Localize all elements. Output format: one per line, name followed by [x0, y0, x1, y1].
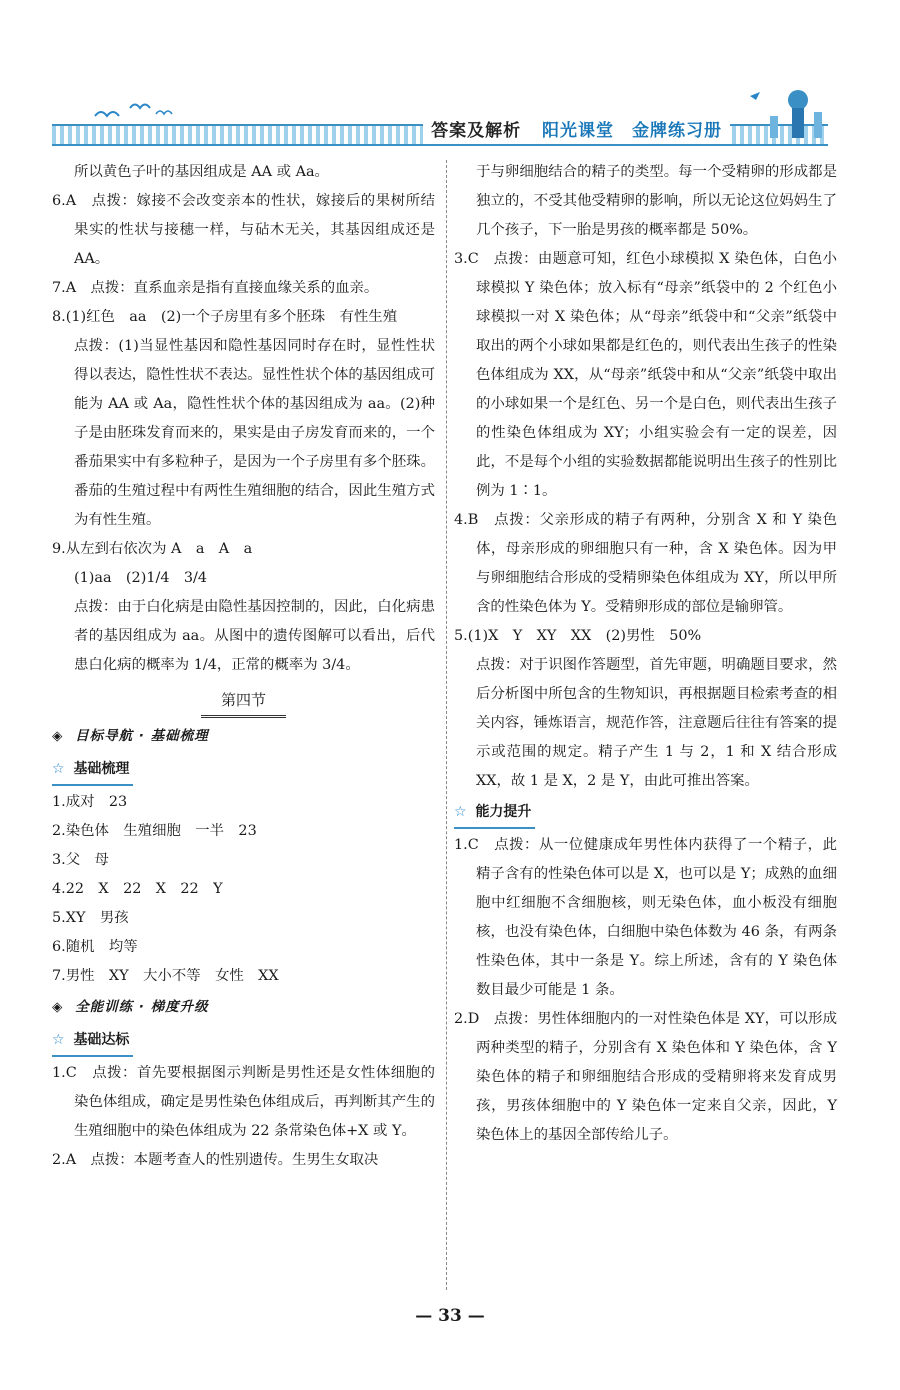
answer-basic-5-explanation: 点拨：对于识图作答题型，首先审题，明确题目要求，然后分析图中所包含的生物知识，再根据题目检索考查的相关内容，锤炼语言，规范作答，注意题后往往有答案的提示或范围的规定。精子产生 1 与 2，1 和 X 结合形成 XX，故 1 是 X，2 是 Y，由此可推出答案。	[476, 657, 837, 789]
answer-basic-2-cont: 于与卵细胞结合的精子的类型。每一个受精卵的形成都是独立的，不受其他受精卵的影响，所以无论这位妈妈生了几个孩子，下一胎是男孩的概率都是 50%。	[476, 164, 837, 238]
answer-8-explanation: 点拨：(1)当显性基因和隐性基因同时存在时，显性性状得以表达，隐性性状不表达。显性性状个体的基因组成可能为 AA 或 Aa，隐性性状个体的基因组成为 aa。(2)种子是由胚珠发育而来的，果实是由子房发育而来的，一个番茄果实中有多粒种子，是因为一个子房里有多个胚珠。番茄的生殖过程中有两性生殖细胞的结合，因此生殖方式为有性生殖。	[74, 338, 435, 528]
answer-ability-1: 1.C 点拨：从一位健康成年男性体内获得了一个精子，此精子含有的性染色体可以是 X，也可以是 Y；成熟的血细胞中红细胞不含细胞核，则无染色体，血小板没有细胞核，也没有染色体，白细胞中染色体数为 46 条，有两条性染色体，其中一条是 Y。综上所述，含有的 Y 染色体数目最少可能是 1 条。	[454, 837, 837, 998]
subsection-heading-text: 基础梳理	[73, 761, 130, 777]
star-icon: ☆	[52, 1032, 65, 1048]
section-title-text: 第四节	[201, 686, 286, 718]
right-column	[454, 158, 837, 1150]
list-item: 7.男性 XY 大小不等 女性 XX	[52, 968, 279, 984]
list-item: 3.父 母	[52, 852, 109, 868]
header-title	[423, 116, 730, 144]
subsection-heading-basics	[52, 755, 133, 786]
list-item: 2.染色体 生殖细胞 一半 23	[52, 823, 257, 839]
birds-icon	[90, 94, 180, 124]
subsection-heading-ability	[454, 798, 535, 829]
list-item: 6.随机 均等	[52, 939, 138, 955]
subsection-heading-text: 能力提升	[475, 804, 532, 820]
header-title-answers: 答案及解析	[431, 121, 522, 141]
section-heading-goals	[52, 722, 435, 751]
answer-9-explanation: 点拨：由于白化病是由隐性基因控制的，因此，白化病患者的基因组成为 aa。从图中的遗传图解可以看出，后代患白化病的概率为 1/4，正常的概率为 3/4。	[74, 599, 435, 673]
header-title-book: 阳光课堂 金牌练习册	[542, 121, 722, 141]
subsection-heading-text: 基础达标	[73, 1032, 130, 1048]
answer-basic-4: 4.B 点拨：父亲形成的精子有两种，分别含 X 和 Y 染色体，母亲形成的卵细胞只有一种，含 X 染色体。因为甲与卵细胞结合形成的受精卵染色体组成为 XY，所以甲所含的性染色体为 Y。受精卵形成的部位是输卵管。	[454, 512, 837, 615]
answer-basic-1: 1.C 点拨：首先要根据图示判断是男性还是女性体细胞的染色体组成，确定是男性染色体组成后，再判断其产生的生殖细胞中的染色体组成为 22 条常染色体+X 或 Y。	[52, 1065, 435, 1139]
answer-basic-3: 3.C 点拨：由题意可知，红色小球模拟 X 染色体，白色小球模拟 Y 染色体；放入标有“母亲”纸袋中的 2 个红色小球模拟一对 X 染色体；从“母亲”纸袋中和“父亲”纸袋中取出的两个小球如果都是红色的，则代表出生孩子的性染色体组成为 XX，从“母亲”纸袋中和从“父亲”纸袋中取出的小球如果一个是红色、另一个是白色，则代表出生孩子的性染色体组成为 XY；小组实验会有一定的误差，因此，不是每个小组的实验数据都能说明出生孩子的性别比例为 1∶1。	[454, 251, 837, 499]
list-item: 1.成对 23	[52, 794, 128, 810]
section-heading-training	[52, 993, 435, 1022]
section-title	[52, 686, 435, 718]
subsection-heading-standard	[52, 1026, 133, 1057]
towers-icon	[730, 86, 830, 146]
section-heading-text: 目标导航 · 基础梳理	[75, 728, 209, 744]
star-icon: ☆	[52, 761, 65, 777]
column-divider	[446, 160, 447, 1290]
answer-basic-2: 2.A 点拨：本题考查人的性别遗传。生男生女取决	[52, 1152, 379, 1168]
left-column	[52, 158, 435, 1175]
page-header	[40, 80, 830, 150]
answer-8: 8.(1)红色 aa (2)一个子房里有多个胚珠 有性生殖	[52, 309, 398, 325]
diamond-icon: ◈	[52, 728, 64, 744]
answer-7: 7.A 点拨：直系血亲是指有直接血缘关系的血亲。	[52, 280, 379, 296]
answer-9-sub: (1)aa (2)1/4 3/4	[74, 570, 208, 586]
answer-ability-2: 2.D 点拨：男性体细胞内的一对性染色体是 XY，可以形成两种类型的精子，分别含有 X 染色体和 Y 染色体，含 Y 染色体的精子和卵细胞结合形成的受精卵将来发育成男孩，男孩体细胞中的 Y 染色体一定来自父亲，因此，Y 染色体上的基因全部传给儿子。	[454, 1011, 837, 1143]
answer-text: 所以黄色子叶的基因组成是 AA 或 Aa。	[74, 164, 329, 180]
list-item: 4.22 X 22 X 22 Y	[52, 881, 223, 897]
section-heading-text: 全能训练 · 梯度升级	[75, 999, 209, 1015]
answer-9: 9.从左到右依次为 A a A a	[52, 541, 253, 557]
page-number: — 33 —	[415, 1306, 485, 1326]
list-item: 5.XY 男孩	[52, 910, 129, 926]
star-icon: ☆	[454, 804, 467, 820]
answer-6: 6.A 点拨：嫁接不会改变亲本的性状，嫁接后的果树所结果实的性状与接穗一样，与砧木无关，其基因组成还是 AA。	[52, 193, 435, 267]
answer-basic-5: 5.(1)X Y XY XX (2)男性 50%	[454, 628, 702, 644]
diamond-icon: ◈	[52, 999, 64, 1015]
